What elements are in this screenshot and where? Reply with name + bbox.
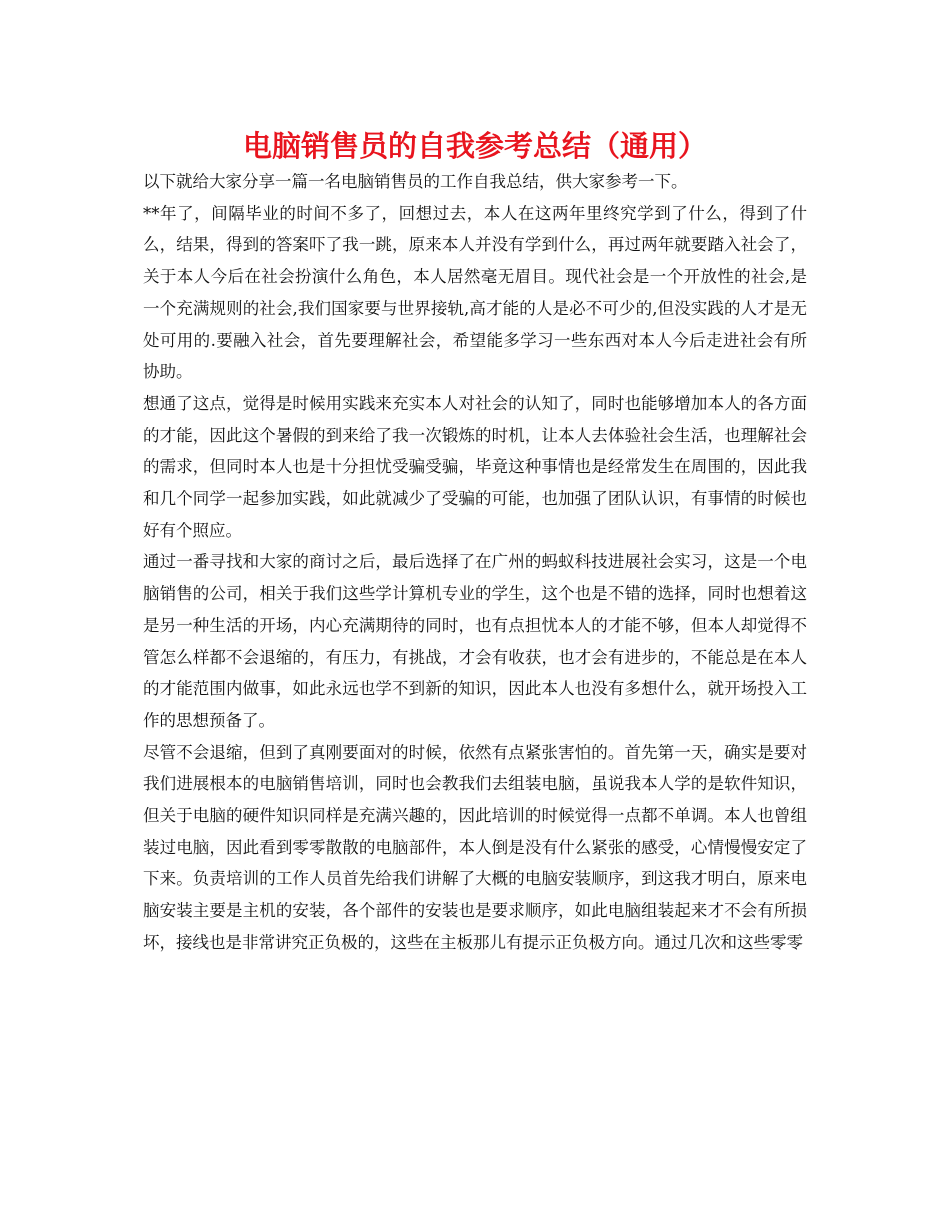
paragraph-practice-decision: 想通了这点，觉得是时候用实践来充实本人对社会的认知了，同时也能够增加本人的各方面的才能，因此这个暑假的到来给了我一次锻炼的时机，让本人去体验社会生活，也理解社会的需求，但同时本人也是十分担忧受骗受骗，毕竟这种事情也是经常发生在周围的，因此我和几个同学一起参加实践，如此就减少了受骗的可能，也加强了团队认识，有事情的时候也好有个照应。 — [143, 393, 807, 540]
document-body — [143, 166, 807, 959]
paragraph-intro: 以下就给大家分享一篇一名电脑销售员的工作自我总结，供大家参考一下。 — [143, 172, 688, 191]
document-title: 电脑销售员的自我参考总结（通用） — [242, 129, 707, 163]
paragraph-internship-choice: 通过一番寻找和大家的商讨之后，最后选择了在广州的蚂蚁科技进展社会实习，这是一个电脑销售的公司，相关于我们这些学计算机专业的学生，这个也是不错的选择，同时也想着这是另一种生活的开场，内心充满期待的同时，也有点担忧本人的才能不够，但本人却觉得不管怎么样都不会退缩的，有压力，有挑战，才会有收获，也才会有进步的，不能总是在本人的才能范围内做事，如此永远也学不到新的知识，因此本人也没有多想什么，就开场投入工作的思想预备了。 — [143, 552, 807, 730]
paragraph-training: 尽管不会退缩，但到了真刚要面对的时候，依然有点紧张害怕的。首先第一天，确实是要对我们进展根本的电脑销售培训，同时也会教我们去组装电脑，虽说我本人学的是软件知识，但关于电脑的硬件知识同样是充满兴趣的，因此培训的时候觉得一点都不单调。本人也曾组装过电脑，因此看到零零散散的电脑部件，本人倒是没有什么紧张的感受，心情慢慢安定了下来。负责培训的工作人员首先给我们讲解了大概的电脑安装顺序，到这我才明白，原来电脑安装主要是主机的安装，各个部件的安装也是要求顺序，如此电脑组装起来才不会有所损坏，接线也是非常讲究正负极的，这些在主板那儿有提示正负极方向。通过几次和这些零零 — [143, 742, 807, 952]
paragraph-reflection: **年了，间隔毕业的时间不多了，回想过去，本人在这两年里终究学到了什么，得到了什么，结果，得到的答案吓了我一跳，原来本人并没有学到什么，再过两年就要踏入社会了，关于本人今后在社会扮演什么角色，本人居然毫无眉目。现代社会是一个开放性的社会,是一个充满规则的社会,我们国家要与世界接轨,高才能的人是必不可少的,但没实践的人才是无处可用的.要融入社会，首先要理解社会，希望能多学习一些东西对本人今后走进社会有所协助。 — [143, 203, 807, 382]
